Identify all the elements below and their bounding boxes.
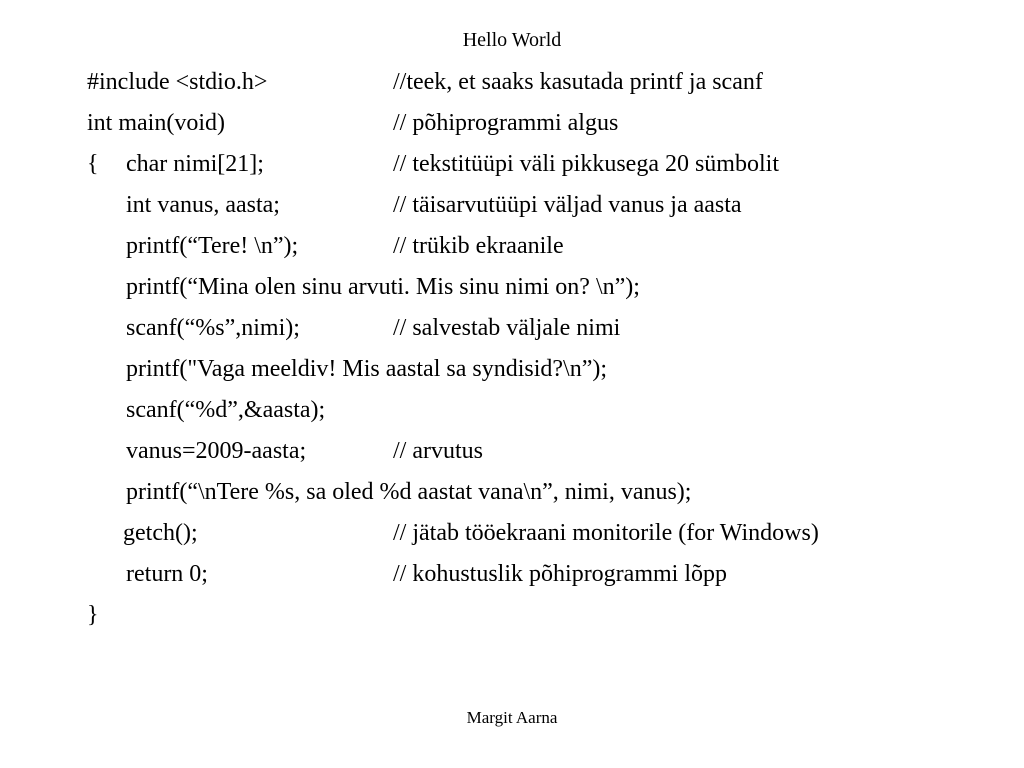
code-text: return 0; bbox=[126, 561, 208, 587]
code-comment: // tekstitüüpi väli pikkusega 20 sümbolit bbox=[393, 151, 779, 177]
code-line-scanf-nimi bbox=[0, 308, 1024, 349]
code-comment: // salvestab väljale nimi bbox=[393, 315, 621, 341]
code-line-return bbox=[0, 554, 1024, 595]
code-text: printf("Vaga meeldiv! Mis aastal sa syndisid?\n”); bbox=[126, 356, 608, 382]
code-line-close-brace bbox=[0, 595, 1024, 636]
code-line-printf-mina bbox=[0, 267, 1024, 308]
code-block bbox=[0, 62, 1024, 642]
code-text: scanf(“%s”,nimi); bbox=[126, 315, 300, 341]
code-text: int vanus, aasta; bbox=[126, 192, 280, 218]
code-line-printf-result bbox=[0, 472, 1024, 513]
code-text: getch(); bbox=[123, 520, 198, 546]
code-comment: // kohustuslik põhiprogrammi lõpp bbox=[393, 561, 727, 587]
code-line-scanf-aasta bbox=[0, 390, 1024, 431]
code-text: scanf(“%d”,&aasta); bbox=[126, 397, 326, 423]
code-comment: // arvutus bbox=[393, 438, 483, 464]
code-text: printf(“Tere! \n”); bbox=[126, 233, 299, 259]
code-line-int-vanus bbox=[0, 185, 1024, 226]
code-line-include bbox=[0, 62, 1024, 103]
code-comment: // täisarvutüüpi väljad vanus ja aasta bbox=[393, 192, 742, 218]
code-comment: // jätab tööekraani monitorile (for Windows) bbox=[393, 520, 819, 546]
open-brace: { bbox=[87, 151, 99, 177]
code-text: int main(void) bbox=[87, 110, 225, 136]
code-text: #include <stdio.h> bbox=[87, 69, 268, 95]
code-line-printf-vaga bbox=[0, 349, 1024, 390]
code-comment: //teek, et saaks kasutada printf ja scanf bbox=[393, 69, 763, 95]
slide-title: Hello World bbox=[462, 29, 562, 51]
slide-footer-author: Margit Aarna bbox=[466, 708, 558, 727]
code-line-vanus bbox=[0, 431, 1024, 472]
code-line-main bbox=[0, 103, 1024, 144]
code-line-printf-tere bbox=[0, 226, 1024, 267]
code-line-getch bbox=[0, 513, 1024, 554]
close-brace: } bbox=[87, 602, 99, 628]
code-comment: // põhiprogrammi algus bbox=[393, 110, 619, 136]
code-text: vanus=2009-aasta; bbox=[126, 438, 307, 464]
code-text: char nimi[21]; bbox=[126, 151, 264, 177]
code-line-char-nimi bbox=[0, 144, 1024, 185]
code-comment: // trükib ekraanile bbox=[393, 233, 564, 259]
code-text: printf(“Mina olen sinu arvuti. Mis sinu nimi on? \n”); bbox=[126, 274, 640, 300]
code-text: printf(“\nTere %s, sa oled %d aastat vana\n”, nimi, vanus); bbox=[126, 479, 692, 505]
